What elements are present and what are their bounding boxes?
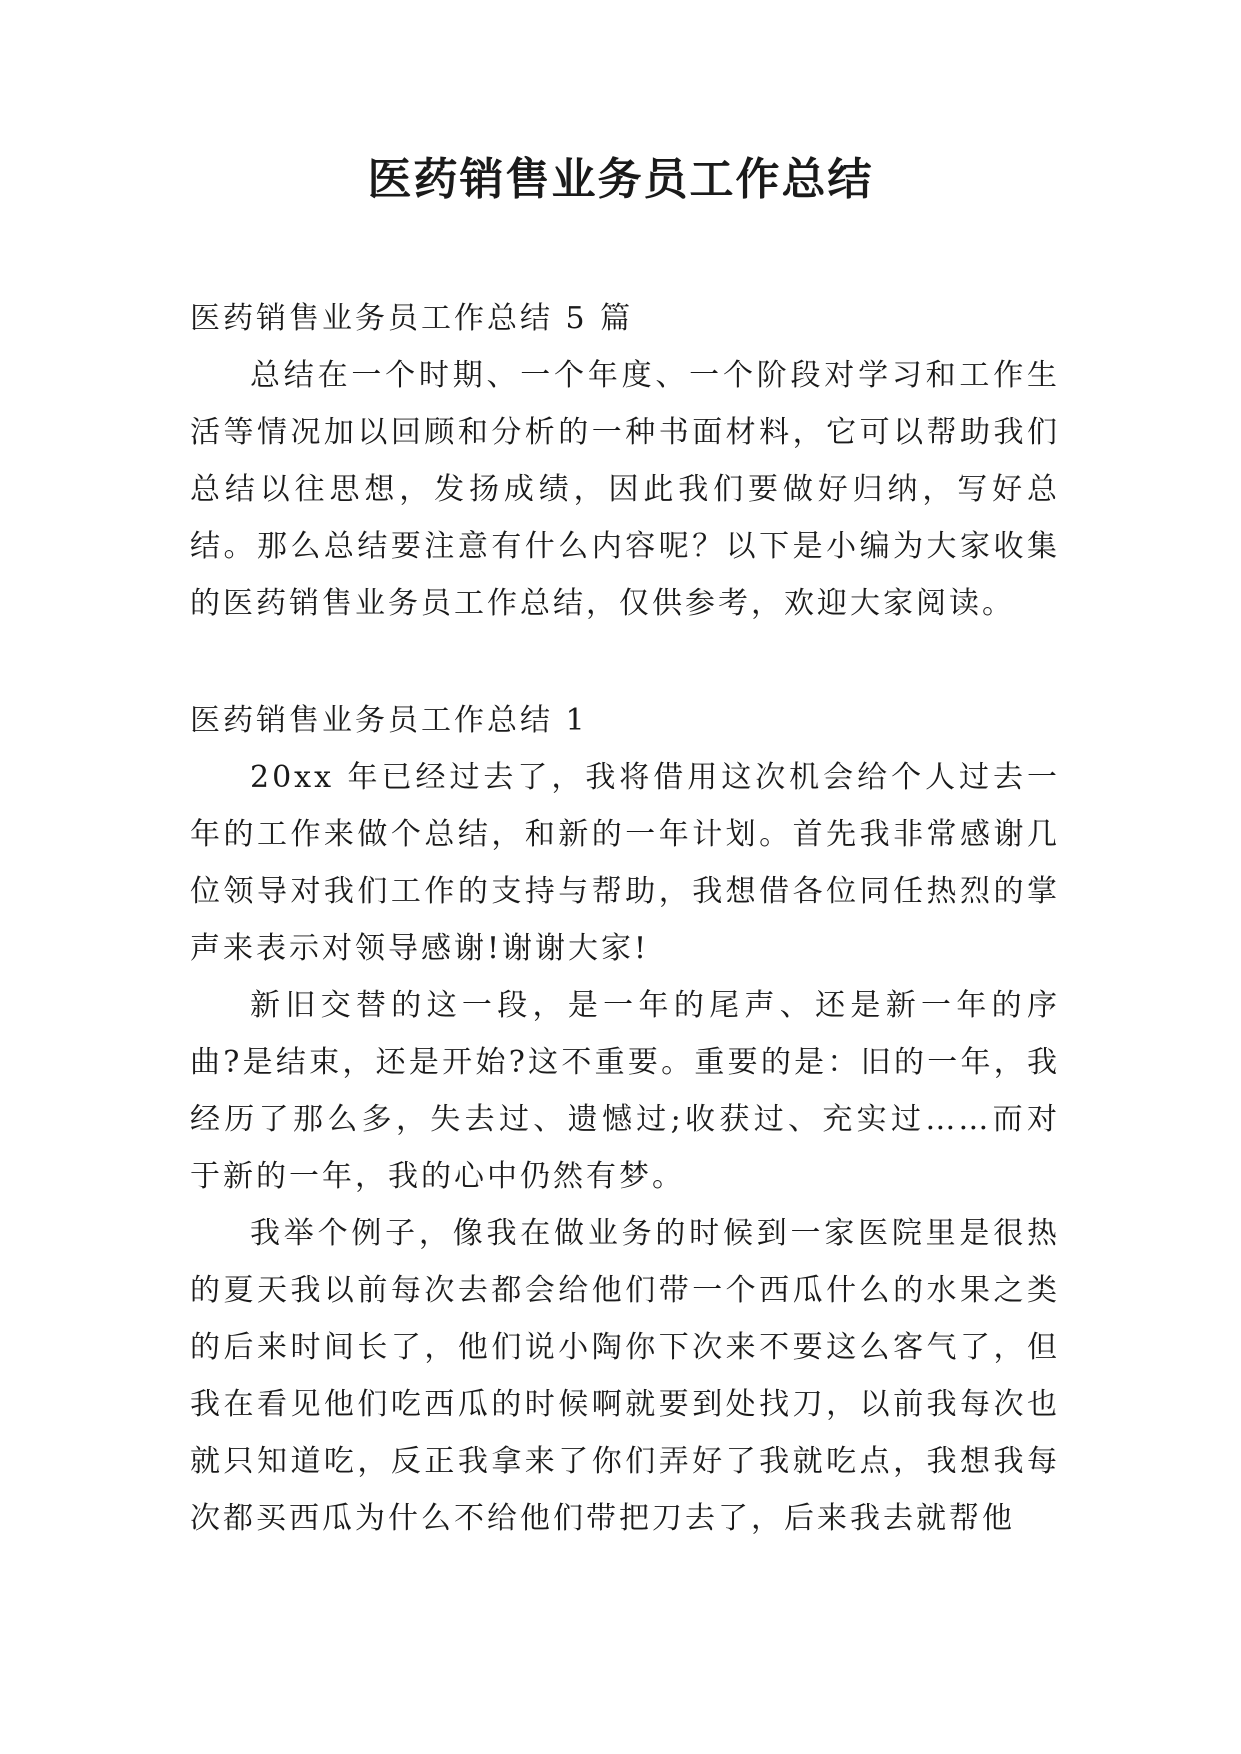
document-title: 医药销售业务员工作总结 [367, 154, 874, 205]
body-paragraph: 我举个例子，像我在做业务的时候到一家医院里是很热的夏天我以前每次去都会给他们带一个西瓜什么的水果之类的后来时间长了，他们说小陶你下次来不要这么客气了，但我在看见他们吃西瓜的时候啊就要到处找刀，以前我每次也就只知道吃，反正我拿来了你们弄好了我就吃点，我想我每次都买西瓜为什么不给他们带把刀去了，后来我去就帮他 [190, 1216, 1060, 1536]
intro-paragraph: 总结在一个时期、一个年度、一个阶段对学习和工作生活等情况加以回顾和分析的一种书面材料，它可以帮助我们总结以往思想，发扬成绩，因此我们要做好归纳，写好总结。那么总结要注意有什么内容呢？以下是小编为大家收集的医药销售业务员工作总结，仅供参考，欢迎大家阅读。 [190, 358, 1060, 621]
document-subtitle: 医药销售业务员工作总结 5 篇 [190, 301, 634, 336]
document-body [190, 290, 1060, 1547]
body-paragraph: 新旧交替的这一段，是一年的尾声、还是新一年的序曲?是结束，还是开始?这不重要。重要的是：旧的一年，我经历了那么多，失去过、遗憾过;收获过、充实过……而对于新的一年，我的心中仍然有梦。 [190, 988, 1060, 1194]
body-paragraph: 20xx 年已经过去了，我将借用这次机会给个人过去一年的工作来做个总结，和新的一年计划。首先我非常感谢几位领导对我们工作的支持与帮助，我想借各位同任热烈的掌声来表示对领导感谢!谢谢大家! [190, 760, 1060, 966]
section-heading: 医药销售业务员工作总结 1 [190, 703, 588, 738]
section-spacer [190, 632, 1060, 692]
